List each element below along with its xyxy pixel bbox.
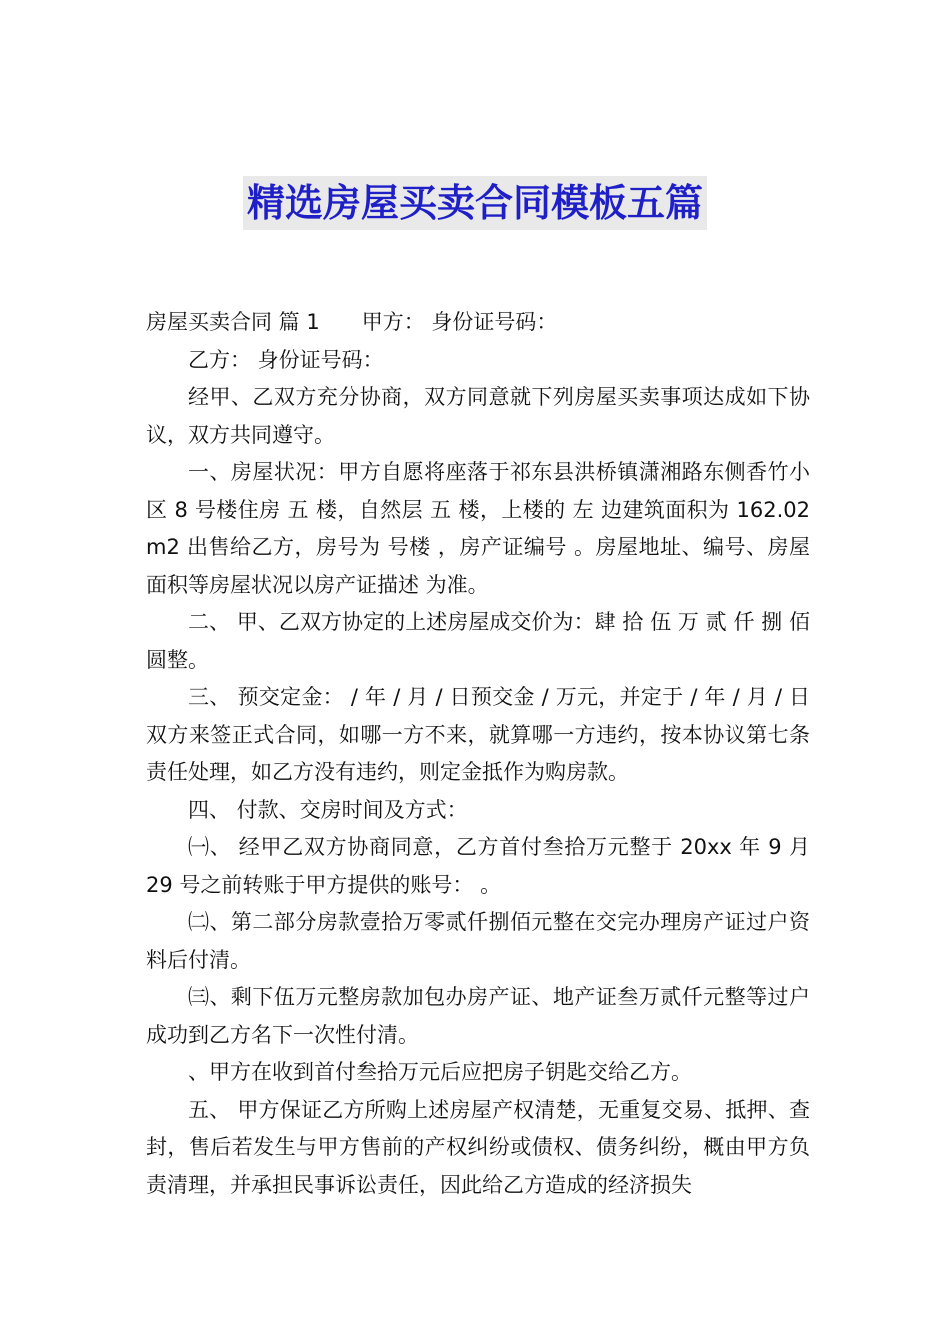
paragraph: 一、房屋状况：甲方自愿将座落于祁东县洪桥镇潇湘路东侧香竹小区 8 号楼住房 五 楼，自然层 五 楼，上楼的 左 边建筑面积为 162.02 m2 出售给乙方，房号为 号楼 ，房产证编号 。房屋地址、编号、房屋面积等房屋状况以房产证描述 为准。 — [146, 460, 810, 597]
paragraph: 乙方： 身份证号码： — [188, 347, 384, 372]
document-body — [146, 304, 810, 1204]
paragraph: 三、 预交定金： / 年 / 月 / 日预交金 / 万元，并定于 / 年 / 月 / 日双方来签正式合同，如哪一方不来，就算哪一方违约，按本协议第七条责任处理，如乙方没有违约，则定金抵作为购房款。 — [146, 685, 810, 784]
paragraph: 四、 付款、交房时间及方式： — [188, 797, 468, 822]
party-a-line: 甲方： 身份证号码： — [361, 310, 558, 334]
paragraph: ㈠、 经甲乙双方协商同意，乙方首付叁拾万元整于 20xx 年 9 月 29 号之前转账于甲方提供的账号： 。 — [146, 835, 810, 897]
contract-heading: 房屋买卖合同 篇 1 — [146, 310, 320, 334]
paragraph: 二、 甲、乙双方协定的上述房屋成交价为：肆 拾 伍 万 贰 仟 捌 佰圆整。 — [146, 610, 810, 672]
paragraph: 五、 甲方保证乙方所购上述房屋产权清楚，无重复交易、抵押、查封，售后若发生与甲方售前的产权纠纷或债权、债务纠纷，概由甲方负责清理，并承担民事诉讼责任，因此给乙方造成的经济损失 — [146, 1097, 810, 1197]
first-line — [146, 304, 810, 342]
paragraph: ㈢、剩下伍万元整房款加包办房产证、地产证叁万贰仟元整等过户成功到乙方名下一次性付清。 — [146, 985, 810, 1047]
paragraph: ㈡、第二部分房款壹拾万零贰仟捌佰元整在交完办理房产证过户资料后付清。 — [146, 910, 810, 972]
paragraph: 、甲方在收到首付叁拾万元后应把房子钥匙交给乙方。 — [188, 1060, 692, 1084]
paragraph: 经甲、乙双方充分协商，双方同意就下列房屋买卖事项达成如下协议，双方共同遵守。 — [146, 385, 810, 447]
title-container — [0, 176, 950, 230]
document-title: 精选房屋买卖合同模板五篇 — [243, 176, 707, 230]
